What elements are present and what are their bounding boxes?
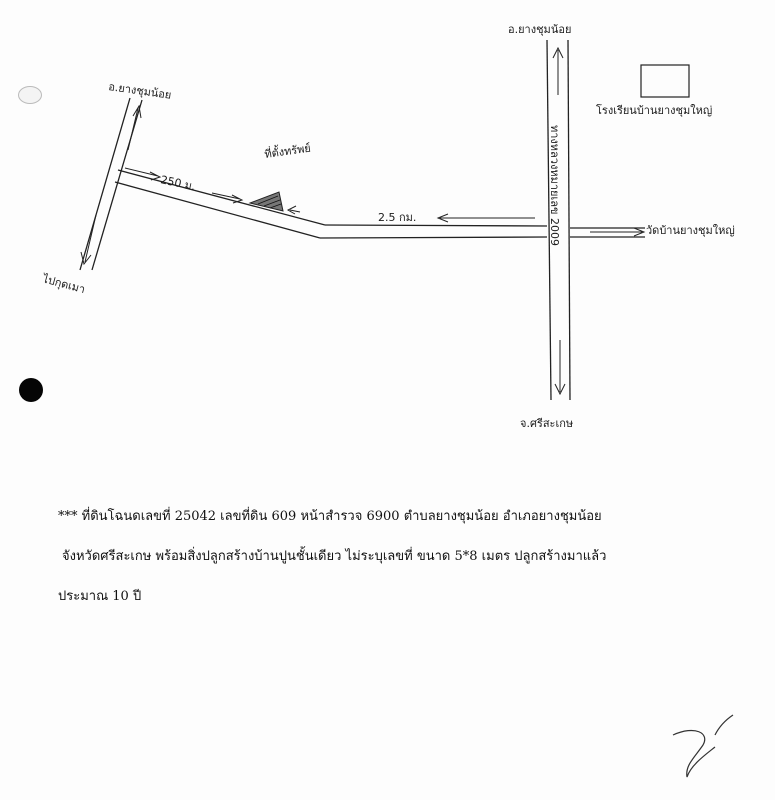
west-road-bottom-edge: [320, 237, 547, 238]
description-line-1: *** ที่ดินโฉนดเลขที่ 25042 เลขที่ดิน 609 หน้าสำรวจ 6900 ตำบลยางชุมน้อย อำเภอยางชุมน้อย: [58, 509, 602, 524]
arrow-northwest-icon: [128, 106, 141, 150]
highway-label: ทางหลวงหมายเลข 2009: [548, 125, 561, 246]
north-road-label: อ.ยางชุมน้อย: [508, 23, 572, 36]
diagonal-road-top-edge: [118, 170, 325, 225]
temple-label: วัดบ้านยางชุมใหญ่: [646, 224, 735, 237]
west-road-top-edge: [325, 225, 547, 226]
property-site-icon: [250, 192, 283, 211]
school-building-icon: [641, 65, 689, 97]
arrow-east-icon: [590, 228, 644, 236]
site-label: ที่ตั้งทรัพย์: [263, 141, 312, 161]
distance-250-label: 250 ม.: [159, 173, 197, 194]
cross-road-right-edge: [92, 100, 142, 270]
southwest-label: ไปกุดเมา: [41, 272, 87, 297]
highway-road-right-edge: [568, 40, 570, 400]
diagonal-road-bottom-edge: [115, 182, 320, 238]
signature-mark: [665, 705, 740, 785]
description-line-3: ประมาณ 10 ปี: [58, 589, 142, 604]
description-line-2: จังหวัดศรีสะเกษ พร้อมสิ่งปลูกสร้างบ้านปูนชั้นเดียว ไม่ระบุเลขที่ ขนาด 5*8 เมตร ปลูกสร้างมาแล้ว: [62, 549, 607, 564]
arrow-north-icon: [553, 48, 563, 95]
distance-2-5-label: 2.5 กม.: [378, 211, 417, 224]
arrow-west-icon: [438, 214, 535, 222]
arrow-site-pointer-icon: [212, 193, 242, 203]
arrow-to-site-icon: [125, 168, 160, 180]
south-road-label: จ.ศรีสะเกษ: [520, 417, 574, 430]
arrow-site-right-icon: [288, 206, 300, 214]
school-label: โรงเรียนบ้านยางชุมใหญ่: [596, 104, 713, 117]
northwest-road-label: อ.ยางชุมน้อย: [107, 80, 173, 102]
arrow-south-icon: [555, 340, 565, 394]
property-description: [58, 508, 698, 628]
